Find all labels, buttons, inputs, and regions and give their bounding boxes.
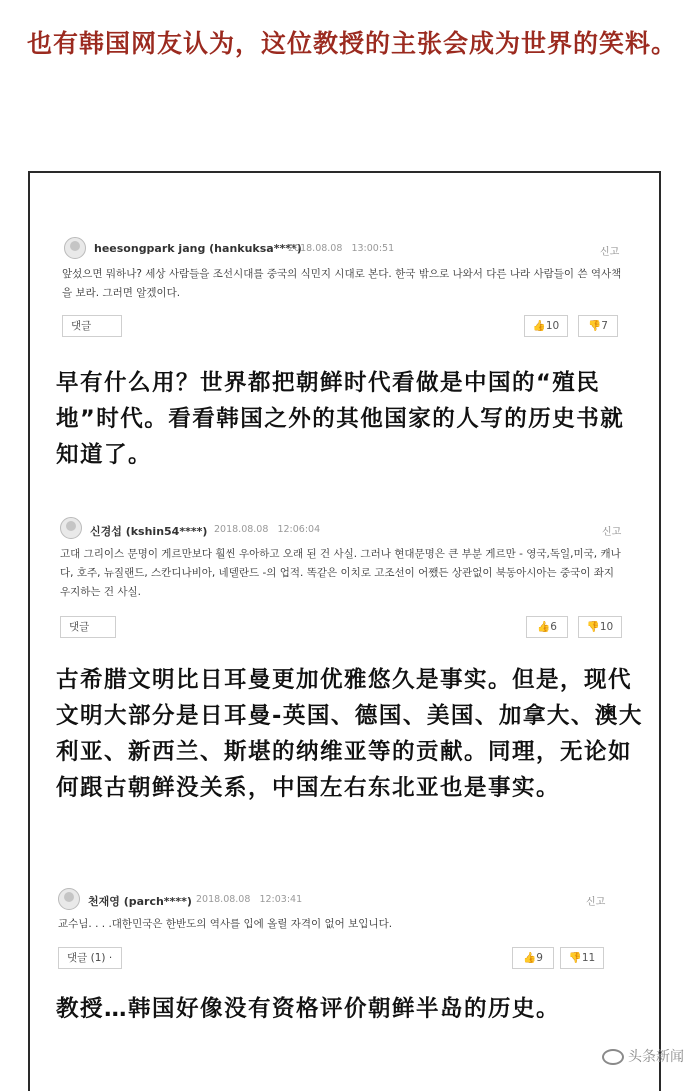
comment-user[interactable]: 천재영 (parch****): [88, 895, 192, 908]
like-button[interactable]: 👍6: [526, 616, 568, 638]
reply-button[interactable]: 댓글: [62, 315, 122, 337]
comment-user[interactable]: heesongpark jang (hankuksa****): [94, 242, 302, 255]
thumbs-down-icon: 👎: [568, 952, 582, 964]
comment-text: 교수님. . . .대한민국은 한반도의 역사를 입에 올릴 자격이 없어 보입니다.: [58, 918, 393, 930]
thumbs-down-icon: 👎: [588, 320, 602, 332]
watermark: [602, 1046, 684, 1066]
like-button[interactable]: 👍10: [524, 315, 568, 337]
thumbs-up-icon: 👍: [523, 952, 537, 964]
comment-translation: 古希腊文明比日耳曼更加优雅悠久是事实。但是，现代文明大部分是日耳曼-英国、德国、美国、加拿大、澳大利亚、新西兰、斯堪的纳维亚等的贡献。同理，无论如何跟古朝鲜没关系，中国左右东北亚也是事实。: [56, 667, 643, 801]
thumbs-up-icon: 👍: [537, 621, 551, 633]
dislike-button[interactable]: 👎10: [578, 616, 622, 638]
comment-user[interactable]: 신경섭 (kshin54****): [90, 525, 208, 538]
comment-translation: 教授…韩国好像没有资格评价朝鲜半岛的历史。: [56, 996, 561, 1022]
comment-date: 2018.08.08 12:03:41: [196, 894, 303, 905]
weibo-logo-icon: [602, 1049, 624, 1065]
report-link[interactable]: 신고: [602, 527, 622, 538]
headline: 也有韩国网友认为，这位教授的主张会成为世界的笑料。: [27, 29, 678, 58]
comment-date: 2018.08.08 13:00:51: [288, 243, 395, 254]
like-button[interactable]: 👍9: [512, 947, 554, 969]
avatar-icon: [64, 237, 86, 259]
screenshot-frame: [28, 171, 661, 1091]
comment-translation: 早有什么用？世界都把朝鲜时代看做是中国的“殖民地”时代。看看韩国之外的其他国家的人写的历史书就知道了。: [56, 370, 625, 468]
reply-button[interactable]: 댓글 (1) ·: [58, 947, 122, 969]
comment-text: 고대 그리이스 문명이 게르만보다 훨씬 우아하고 오래 된 건 사실. 그러나 현대문명은 큰 부분 게르만 - 영국,독일,미국, 캐나다, 호주, 뉴질랜드, 스칸디나비아, 네델란드 -의 업적. 똑같은 이치로 고조선이 어쨌든 상관없이 북동아시아는 중국이 좌지우지하는 건 사실.: [60, 548, 621, 598]
comment-text: 앞섰으면 뭐하나? 세상 사람들을 조선시대를 중국의 식민지 시대로 본다. 한국 밖으로 나와서 다른 나라 사람들이 쓴 역사책을 보라. 그러면 알겠이다.: [62, 268, 622, 299]
thumbs-down-icon: 👎: [586, 621, 600, 633]
dislike-button[interactable]: 👎7: [578, 315, 618, 337]
avatar-icon: [60, 517, 82, 539]
report-link[interactable]: 신고: [586, 897, 606, 908]
watermark-text: 头条新闻: [628, 1049, 684, 1065]
thumbs-up-icon: 👍: [532, 320, 546, 332]
report-link[interactable]: 신고: [600, 247, 620, 258]
dislike-button[interactable]: 👎11: [560, 947, 604, 969]
reply-button[interactable]: 댓글: [60, 616, 116, 638]
avatar-icon: [58, 888, 80, 910]
comment-date: 2018.08.08 12:06:04: [214, 524, 321, 535]
